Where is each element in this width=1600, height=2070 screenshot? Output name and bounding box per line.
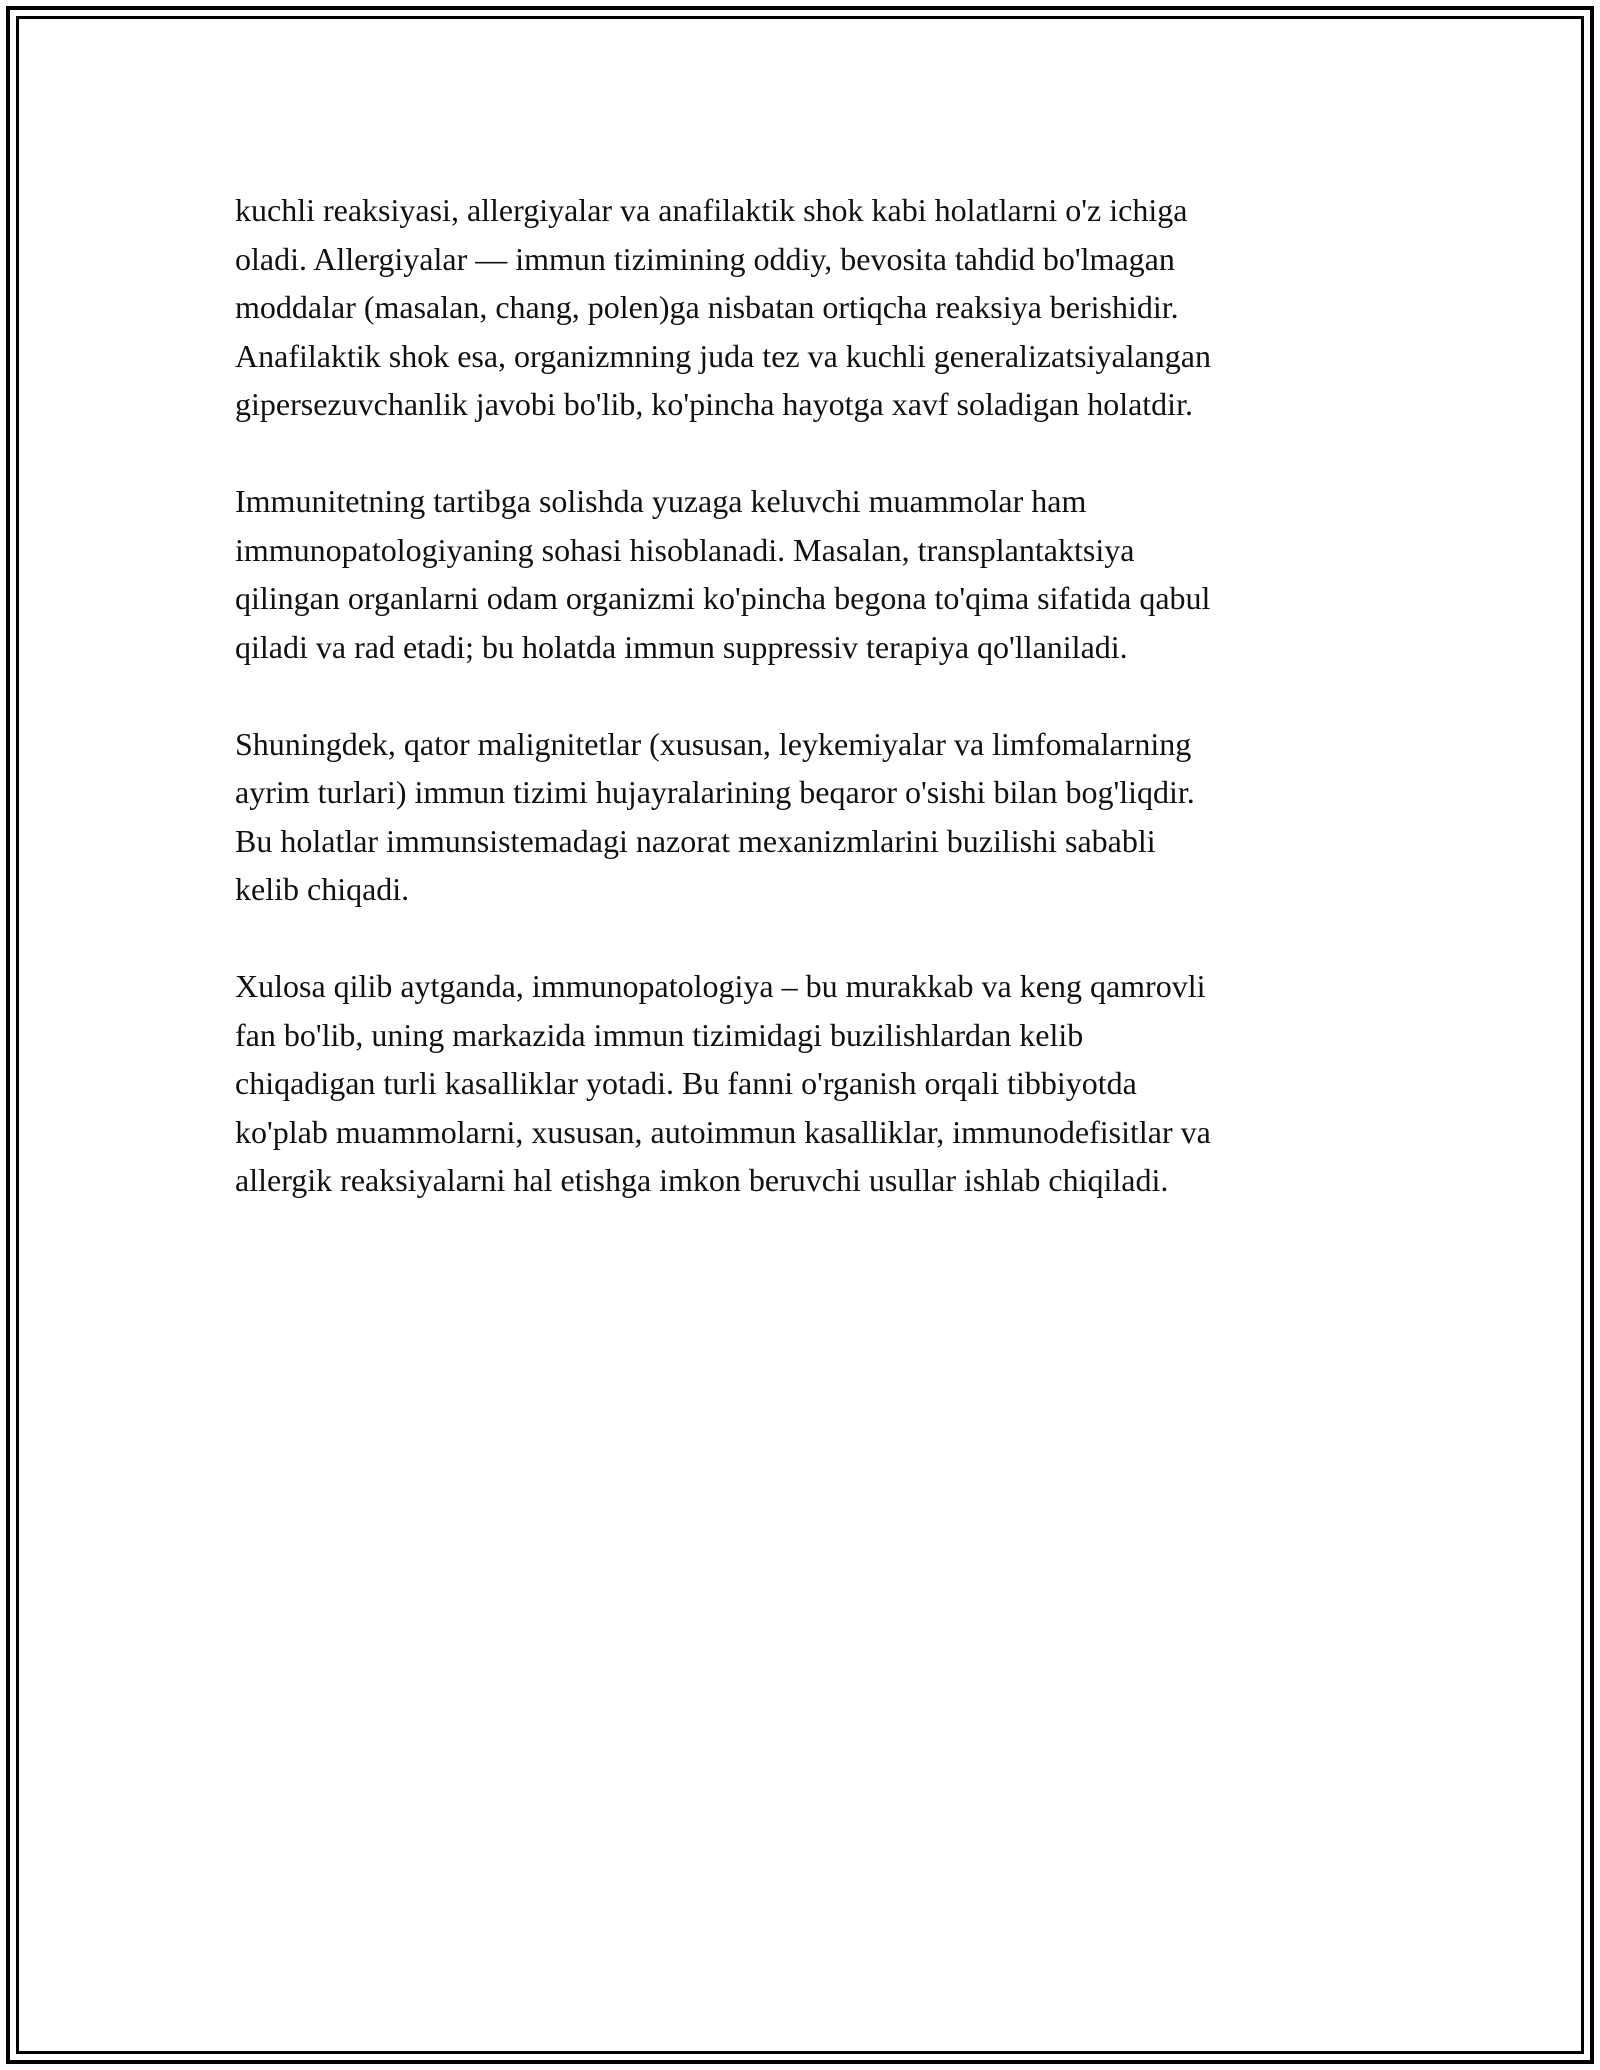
document-body — [235, 186, 1365, 1253]
text-line: qiladi va rad etadi; bu holatda immun suppressiv terapiya qo'llaniladi. — [235, 628, 1128, 665]
text-line: kelib chiqadi. — [235, 871, 410, 907]
paragraph-2 — [235, 477, 1365, 671]
text-line: Xulosa qilib aytganda, immunopatologiya – bu murakkab va keng qamrovli — [235, 968, 1206, 1004]
text-line: Shuningdek, qator malignitetlar (xususan, leykemiyalar va limfomalarning — [235, 725, 1192, 762]
text-line: fan bo'lib, uning markazida immun tizimidagi buzilishlardan kelib — [235, 1016, 1084, 1053]
text-line: ayrim turlari) immun tizimi hujayralarining beqaror o'sishi bilan bog'liqdir. — [235, 774, 1195, 810]
text-line: moddalar (masalan, chang, polen)ga nisbatan ortiqcha reaksiya berishidir. — [235, 289, 1179, 325]
text-line: chiqadigan turli kasalliklar yotadi. Bu fanni o'rganish orqali tibbiyotda — [235, 1065, 1137, 1101]
text-line: allergik reaksiyalarni hal etishga imkon beruvchi usullar ishlab chiqiladi. — [235, 1162, 1169, 1198]
paragraph-1 — [235, 186, 1365, 429]
text-line: qilingan organlarni odam organizmi ko'pincha begona to'qima sifatida qabul — [235, 580, 1211, 616]
text-line: Anafilaktik shok esa, organizmning juda tez va kuchli generalizatsiyalangan — [235, 337, 1211, 374]
text-line: kuchli reaksiyasi, allergiyalar va anafilaktik shok kabi holatlarni o'z ichiga — [235, 192, 1188, 228]
text-line: gipersezuvchanlik javobi bo'lib, ko'pincha hayotga xavf soladigan holatdir. — [235, 386, 1193, 422]
text-line: oladi. Allergiyalar — immun tizimining oddiy, bevosita tahdid bo'lmagan — [235, 240, 1175, 277]
text-line: ko'plab muammolarni, xususan, autoimmun kasalliklar, immunodefisitlar va — [235, 1113, 1211, 1150]
text-line: Bu holatlar immunsistemadagi nazorat mexanizmlarini buzilishi sababli — [235, 822, 1156, 859]
text-line: immunopatologiyaning sohasi hisoblanadi. Masalan, transplantaktsiya — [235, 531, 1135, 568]
paragraph-4 — [235, 962, 1365, 1205]
text-line: Immunitetning tartibga solishda yuzaga keluvchi muammolar ham — [235, 483, 1087, 519]
paragraph-3 — [235, 720, 1365, 914]
